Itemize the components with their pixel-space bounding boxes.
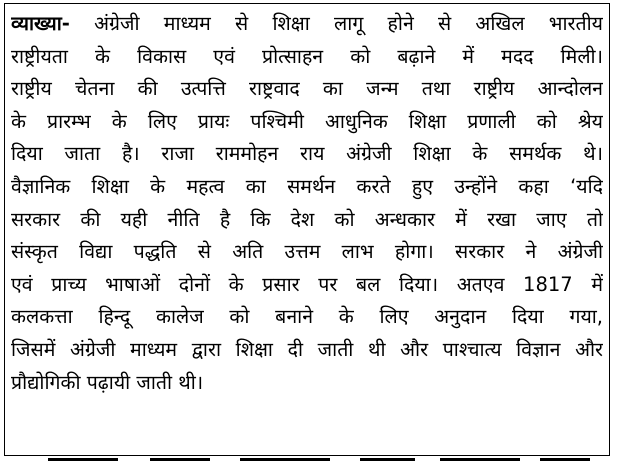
text-line-1 [11, 8, 603, 41]
text-line-5: दिया जाता है। राजा राममोहन राय अंग्रेजी शिक्षा के समर्थक थे। [11, 142, 603, 166]
text-line-10: कलकत्ता हिन्दू कालेज को बनाने के लिए अनुदान दिया गया, [11, 305, 603, 329]
explanation-box [4, 3, 610, 456]
explanation-heading: व्याख्या- [11, 12, 70, 35]
text-line-3: राष्ट्रीय चेतना की उत्पत्ति राष्ट्रवाद का जन्म तथा राष्ट्रीय आन्दोलन [11, 77, 603, 101]
text-line-4: के प्रारम्भ के लिए प्रायः पश्चिमी आधुनिक शिक्षा प्रणाली को श्रेय [11, 109, 603, 133]
text-line-8: संस्कृत विद्या पद्धति से अति उत्तम लाभ होगा। सरकार ने अंग्रेजी [11, 240, 603, 264]
text-line-7: सरकार की यही नीति है कि देश को अन्धकार में रखा जाए तो [11, 207, 603, 231]
text-line-9: एवं प्राच्य भाषाओं दोनों के प्रसार पर बल दिया। अतएव 1817 में [11, 272, 603, 296]
text-line-11: जिसमें अंग्रेजी माध्यम द्वारा शिक्षा दी जाती थी और पाश्चात्य विज्ञान और [11, 337, 603, 361]
text-line-2: राष्ट्रीयता के विकास एवं प्रोत्साहन को बढ़ाने में मदद मिली। [11, 44, 603, 68]
line-1-text: अंग्रेजी माध्यम से शिक्षा लागू होने से अखिल भारतीय [69, 12, 603, 35]
cropped-next-line-fragment [0, 458, 620, 467]
text-line-6: वैज्ञानिक शिक्षा के महत्व का समर्थन करते हुए उन्होंने कहा ‘यदि [11, 174, 603, 198]
text-line-12: प्रौद्योगिकी पढ़ायी जाती थी। [11, 370, 204, 394]
